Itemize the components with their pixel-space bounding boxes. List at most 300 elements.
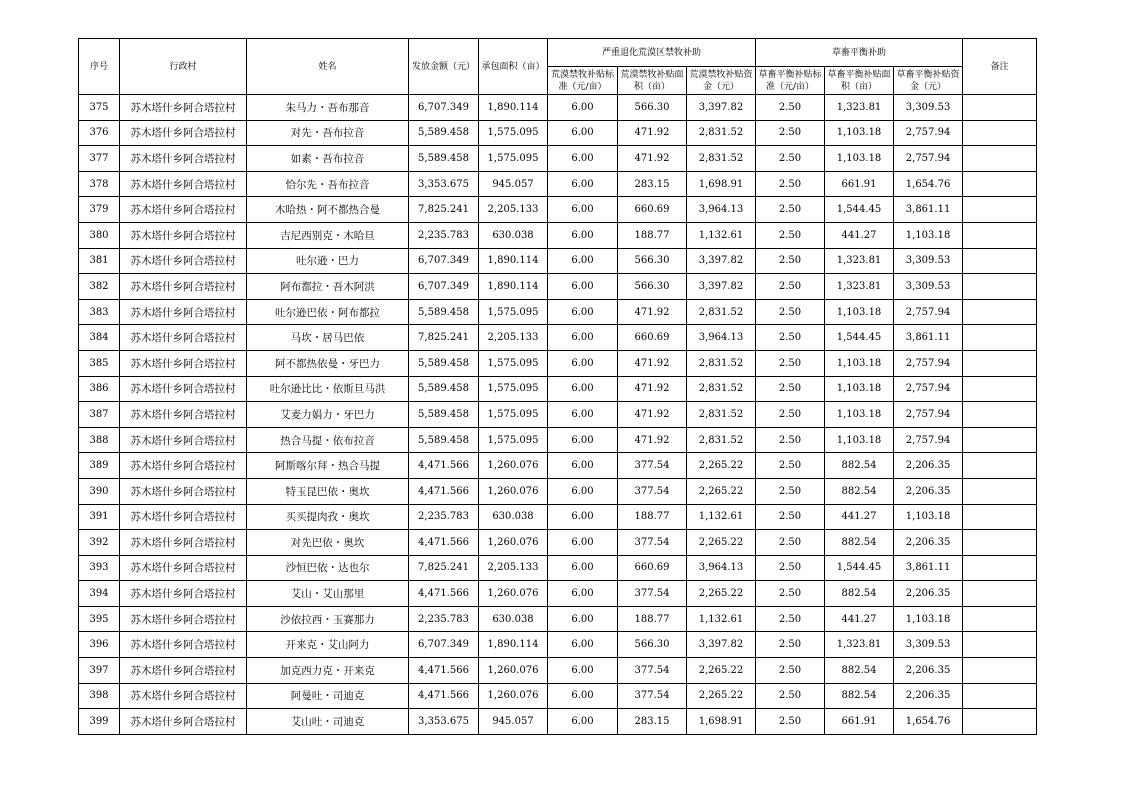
remark-cell (963, 350, 1037, 376)
amount-cell: 2,235.783 (409, 504, 479, 530)
village-cell: 苏木塔什乡阿合塔拉村 (120, 453, 247, 479)
g2-fund-cell: 1,654.76 (894, 709, 963, 735)
g1-area-cell: 566.30 (618, 632, 687, 658)
remark-cell (963, 632, 1037, 658)
group-grass-livestock-balance-header: 草畜平衡补助 (756, 39, 963, 67)
table-row (79, 402, 1037, 428)
g2-fund-cell: 2,206.35 (894, 581, 963, 607)
amount-cell: 7,825.241 (409, 197, 479, 223)
g1-fund-cell: 2,831.52 (687, 402, 756, 428)
g2-area-cell: 882.54 (825, 453, 894, 479)
seq-cell: 399 (79, 709, 120, 735)
table-row (79, 95, 1037, 121)
name-cell: 阿曼吐・司迪克 (247, 683, 409, 709)
g1-area-cell: 566.30 (618, 274, 687, 300)
g1-fund-cell: 2,265.22 (687, 453, 756, 479)
g2-standard-cell: 2.50 (756, 171, 825, 197)
g2-fund-cell: 2,757.94 (894, 146, 963, 172)
g1-fund-cell: 2,265.22 (687, 581, 756, 607)
g1-fund-cell: 2,831.52 (687, 120, 756, 146)
g2-fund-cell: 2,206.35 (894, 658, 963, 684)
g1-area-cell: 377.54 (618, 530, 687, 556)
seq-cell: 392 (79, 530, 120, 556)
seq-cell: 379 (79, 197, 120, 223)
g2-standard-cell: 2.50 (756, 504, 825, 530)
seq-cell: 398 (79, 683, 120, 709)
village-cell: 苏木塔什乡阿合塔拉村 (120, 95, 247, 121)
g2-area-cell: 1,103.18 (825, 299, 894, 325)
remark-cell (963, 478, 1037, 504)
remark-cell (963, 606, 1037, 632)
g1-fund-cell: 2,831.52 (687, 427, 756, 453)
g1-standard-cell: 6.00 (548, 376, 618, 402)
amount-cell: 7,825.241 (409, 555, 479, 581)
g1-area-cell: 377.54 (618, 453, 687, 479)
g2-area-cell: 1,544.45 (825, 325, 894, 351)
area-cell: 1,260.076 (479, 581, 548, 607)
table-row (79, 581, 1037, 607)
seq-cell: 389 (79, 453, 120, 479)
g1-standard-cell: 6.00 (548, 299, 618, 325)
g2-area-cell: 441.27 (825, 504, 894, 530)
g1-area-cell: 566.30 (618, 248, 687, 274)
g1-standard-cell: 6.00 (548, 95, 618, 121)
g2-standard-cell: 2.50 (756, 658, 825, 684)
col-amount-header: 发放金额（元） (409, 39, 479, 95)
g2-fund-cell: 3,309.53 (894, 274, 963, 300)
g2-fund-cell: 2,757.94 (894, 120, 963, 146)
table-header (79, 39, 1037, 95)
table-row (79, 606, 1037, 632)
remark-cell (963, 299, 1037, 325)
seq-cell: 393 (79, 555, 120, 581)
subsidy-table (78, 38, 1037, 735)
g2-area-cell: 1,103.18 (825, 120, 894, 146)
remark-cell (963, 95, 1037, 121)
village-cell: 苏木塔什乡阿合塔拉村 (120, 146, 247, 172)
area-cell: 1,575.095 (479, 427, 548, 453)
g1-area-cell: 471.92 (618, 402, 687, 428)
name-cell: 马坎・居马巴依 (247, 325, 409, 351)
seq-cell: 391 (79, 504, 120, 530)
area-cell: 1,260.076 (479, 658, 548, 684)
name-cell: 如素・吾布拉音 (247, 146, 409, 172)
area-cell: 2,205.133 (479, 555, 548, 581)
area-cell: 630.038 (479, 222, 548, 248)
area-cell: 1,890.114 (479, 95, 548, 121)
g2-area-cell: 882.54 (825, 581, 894, 607)
amount-cell: 3,353.675 (409, 171, 479, 197)
g1-area-cell: 660.69 (618, 555, 687, 581)
table-row (79, 683, 1037, 709)
g2-area-cell: 1,323.81 (825, 95, 894, 121)
amount-cell: 4,471.566 (409, 658, 479, 684)
g1-standard-cell: 6.00 (548, 197, 618, 223)
amount-cell: 4,471.566 (409, 530, 479, 556)
g2-fund-cell: 3,861.11 (894, 325, 963, 351)
seq-cell: 383 (79, 299, 120, 325)
table-row (79, 274, 1037, 300)
g2-area-cell: 882.54 (825, 683, 894, 709)
amount-cell: 2,235.783 (409, 606, 479, 632)
table-row (79, 146, 1037, 172)
g2-fund-cell: 1,654.76 (894, 171, 963, 197)
name-cell: 吉尼西别克・木哈旦 (247, 222, 409, 248)
g1-standard-cell: 6.00 (548, 658, 618, 684)
table-row (79, 530, 1037, 556)
amount-cell: 6,707.349 (409, 95, 479, 121)
remark-cell (963, 146, 1037, 172)
remark-cell (963, 274, 1037, 300)
col-g1-fund-header: 荒漠禁牧补贴资金（元） (687, 67, 756, 95)
g2-standard-cell: 2.50 (756, 709, 825, 735)
remark-cell (963, 709, 1037, 735)
col-seq-header: 序号 (79, 39, 120, 95)
g2-standard-cell: 2.50 (756, 95, 825, 121)
village-cell: 苏木塔什乡阿合塔拉村 (120, 376, 247, 402)
g1-fund-cell: 1,132.61 (687, 222, 756, 248)
g1-fund-cell: 2,831.52 (687, 376, 756, 402)
g1-standard-cell: 6.00 (548, 683, 618, 709)
amount-cell: 6,707.349 (409, 632, 479, 658)
area-cell: 2,205.133 (479, 197, 548, 223)
table-row (79, 632, 1037, 658)
name-cell: 木哈热・阿不都热合曼 (247, 197, 409, 223)
village-cell: 苏木塔什乡阿合塔拉村 (120, 248, 247, 274)
seq-cell: 386 (79, 376, 120, 402)
g2-standard-cell: 2.50 (756, 427, 825, 453)
area-cell: 1,890.114 (479, 274, 548, 300)
remark-cell (963, 581, 1037, 607)
g1-fund-cell: 1,132.61 (687, 504, 756, 530)
amount-cell: 4,471.566 (409, 453, 479, 479)
g2-area-cell: 1,323.81 (825, 248, 894, 274)
village-cell: 苏木塔什乡阿合塔拉村 (120, 402, 247, 428)
village-cell: 苏木塔什乡阿合塔拉村 (120, 299, 247, 325)
g1-fund-cell: 3,397.82 (687, 274, 756, 300)
area-cell: 2,205.133 (479, 325, 548, 351)
g1-fund-cell: 2,831.52 (687, 146, 756, 172)
seq-cell: 384 (79, 325, 120, 351)
g2-area-cell: 1,544.45 (825, 555, 894, 581)
table-row (79, 427, 1037, 453)
header-row-1 (79, 39, 1037, 67)
area-cell: 945.057 (479, 709, 548, 735)
g1-area-cell: 188.77 (618, 504, 687, 530)
g1-fund-cell: 3,397.82 (687, 632, 756, 658)
amount-cell: 5,589.458 (409, 350, 479, 376)
g2-area-cell: 1,103.18 (825, 427, 894, 453)
g2-standard-cell: 2.50 (756, 146, 825, 172)
remark-cell (963, 504, 1037, 530)
g2-area-cell: 882.54 (825, 658, 894, 684)
g1-fund-cell: 2,831.52 (687, 350, 756, 376)
village-cell: 苏木塔什乡阿合塔拉村 (120, 274, 247, 300)
amount-cell: 4,471.566 (409, 683, 479, 709)
g1-area-cell: 188.77 (618, 222, 687, 248)
seq-cell: 385 (79, 350, 120, 376)
table-row (79, 350, 1037, 376)
table-row (79, 709, 1037, 735)
amount-cell: 6,707.349 (409, 248, 479, 274)
village-cell: 苏木塔什乡阿合塔拉村 (120, 350, 247, 376)
village-cell: 苏木塔什乡阿合塔拉村 (120, 171, 247, 197)
table-row (79, 222, 1037, 248)
remark-cell (963, 683, 1037, 709)
g2-standard-cell: 2.50 (756, 222, 825, 248)
table-row (79, 171, 1037, 197)
seq-cell: 377 (79, 146, 120, 172)
g1-standard-cell: 6.00 (548, 453, 618, 479)
table-row (79, 299, 1037, 325)
g2-fund-cell: 3,861.11 (894, 197, 963, 223)
village-cell: 苏木塔什乡阿合塔拉村 (120, 504, 247, 530)
g2-standard-cell: 2.50 (756, 376, 825, 402)
seq-cell: 396 (79, 632, 120, 658)
table-row (79, 478, 1037, 504)
name-cell: 对先巴依・奥坎 (247, 530, 409, 556)
amount-cell: 3,353.675 (409, 709, 479, 735)
g2-fund-cell: 2,206.35 (894, 478, 963, 504)
table-row (79, 453, 1037, 479)
area-cell: 1,575.095 (479, 146, 548, 172)
village-cell: 苏木塔什乡阿合塔拉村 (120, 427, 247, 453)
remark-cell (963, 197, 1037, 223)
col-g2-area-header: 草畜平衡补贴面积（亩） (825, 67, 894, 95)
g1-area-cell: 471.92 (618, 146, 687, 172)
g2-fund-cell: 2,206.35 (894, 453, 963, 479)
village-cell: 苏木塔什乡阿合塔拉村 (120, 632, 247, 658)
seq-cell: 390 (79, 478, 120, 504)
g1-fund-cell: 3,397.82 (687, 248, 756, 274)
g1-standard-cell: 6.00 (548, 350, 618, 376)
g1-fund-cell: 1,132.61 (687, 606, 756, 632)
table-row (79, 504, 1037, 530)
name-cell: 阿布都拉・吾木阿洪 (247, 274, 409, 300)
amount-cell: 4,471.566 (409, 478, 479, 504)
amount-cell: 6,707.349 (409, 274, 479, 300)
table-body (79, 95, 1037, 735)
village-cell: 苏木塔什乡阿合塔拉村 (120, 709, 247, 735)
remark-cell (963, 555, 1037, 581)
seq-cell: 378 (79, 171, 120, 197)
table-row (79, 658, 1037, 684)
area-cell: 1,575.095 (479, 120, 548, 146)
remark-cell (963, 427, 1037, 453)
g2-fund-cell: 2,757.94 (894, 299, 963, 325)
g2-fund-cell: 1,103.18 (894, 504, 963, 530)
table-row (79, 325, 1037, 351)
table-row (79, 376, 1037, 402)
name-cell: 吐尔逊巴依・阿布都拉 (247, 299, 409, 325)
g2-fund-cell: 2,757.94 (894, 350, 963, 376)
village-cell: 苏木塔什乡阿合塔拉村 (120, 581, 247, 607)
col-g1-standard-header: 荒漠禁牧补贴标准（元/亩） (548, 67, 618, 95)
g1-standard-cell: 6.00 (548, 504, 618, 530)
name-cell: 加克西力克・开来克 (247, 658, 409, 684)
g2-standard-cell: 2.50 (756, 120, 825, 146)
g2-fund-cell: 1,103.18 (894, 222, 963, 248)
g2-standard-cell: 2.50 (756, 683, 825, 709)
name-cell: 开来克・艾山阿力 (247, 632, 409, 658)
remark-cell (963, 171, 1037, 197)
g2-fund-cell: 2,757.94 (894, 376, 963, 402)
g1-standard-cell: 6.00 (548, 325, 618, 351)
seq-cell: 375 (79, 95, 120, 121)
amount-cell: 5,589.458 (409, 427, 479, 453)
g2-area-cell: 661.91 (825, 171, 894, 197)
name-cell: 沙依拉西・玉赛那力 (247, 606, 409, 632)
g1-fund-cell: 3,397.82 (687, 95, 756, 121)
table-row (79, 555, 1037, 581)
g1-fund-cell: 1,698.91 (687, 709, 756, 735)
name-cell: 热合马提・依布拉音 (247, 427, 409, 453)
area-cell: 1,575.095 (479, 299, 548, 325)
remark-cell (963, 530, 1037, 556)
col-g2-standard-header: 草畜平衡补贴标准（元/亩） (756, 67, 825, 95)
g2-area-cell: 441.27 (825, 606, 894, 632)
g1-fund-cell: 2,265.22 (687, 658, 756, 684)
g1-area-cell: 471.92 (618, 299, 687, 325)
g2-standard-cell: 2.50 (756, 530, 825, 556)
g2-fund-cell: 3,309.53 (894, 632, 963, 658)
table-row (79, 248, 1037, 274)
group-desert-grazing-ban-header: 严重退化荒漠区禁牧补助 (548, 39, 756, 67)
g1-area-cell: 283.15 (618, 171, 687, 197)
g1-standard-cell: 6.00 (548, 120, 618, 146)
village-cell: 苏木塔什乡阿合塔拉村 (120, 325, 247, 351)
g2-area-cell: 1,103.18 (825, 146, 894, 172)
seq-cell: 397 (79, 658, 120, 684)
g2-standard-cell: 2.50 (756, 274, 825, 300)
g2-fund-cell: 2,206.35 (894, 530, 963, 556)
remark-cell (963, 453, 1037, 479)
remark-cell (963, 120, 1037, 146)
g1-standard-cell: 6.00 (548, 222, 618, 248)
g1-area-cell: 660.69 (618, 197, 687, 223)
village-cell: 苏木塔什乡阿合塔拉村 (120, 658, 247, 684)
name-cell: 阿不都热依曼・牙巴力 (247, 350, 409, 376)
seq-cell: 395 (79, 606, 120, 632)
amount-cell: 2,235.783 (409, 222, 479, 248)
g2-standard-cell: 2.50 (756, 478, 825, 504)
amount-cell: 5,589.458 (409, 120, 479, 146)
g2-standard-cell: 2.50 (756, 453, 825, 479)
g2-area-cell: 882.54 (825, 478, 894, 504)
g2-standard-cell: 2.50 (756, 325, 825, 351)
g2-standard-cell: 2.50 (756, 606, 825, 632)
remark-cell (963, 248, 1037, 274)
seq-cell: 376 (79, 120, 120, 146)
g1-standard-cell: 6.00 (548, 581, 618, 607)
g1-fund-cell: 1,698.91 (687, 171, 756, 197)
g2-fund-cell: 3,309.53 (894, 95, 963, 121)
village-cell: 苏木塔什乡阿合塔拉村 (120, 222, 247, 248)
g2-standard-cell: 2.50 (756, 248, 825, 274)
g1-area-cell: 283.15 (618, 709, 687, 735)
g2-fund-cell: 2,757.94 (894, 402, 963, 428)
g1-standard-cell: 6.00 (548, 709, 618, 735)
g2-area-cell: 1,103.18 (825, 376, 894, 402)
g1-standard-cell: 6.00 (548, 146, 618, 172)
name-cell: 艾麦力娟力・牙巴力 (247, 402, 409, 428)
village-cell: 苏木塔什乡阿合塔拉村 (120, 606, 247, 632)
g2-standard-cell: 2.50 (756, 197, 825, 223)
area-cell: 1,260.076 (479, 453, 548, 479)
g1-area-cell: 471.92 (618, 376, 687, 402)
g2-fund-cell: 2,206.35 (894, 683, 963, 709)
g1-standard-cell: 6.00 (548, 427, 618, 453)
g1-fund-cell: 3,964.13 (687, 555, 756, 581)
area-cell: 1,260.076 (479, 530, 548, 556)
name-cell: 朱马力・吾布那音 (247, 95, 409, 121)
g1-standard-cell: 6.00 (548, 248, 618, 274)
village-cell: 苏木塔什乡阿合塔拉村 (120, 683, 247, 709)
amount-cell: 4,471.566 (409, 581, 479, 607)
area-cell: 1,575.095 (479, 350, 548, 376)
g1-fund-cell: 3,964.13 (687, 197, 756, 223)
area-cell: 1,575.095 (479, 376, 548, 402)
name-cell: 对先・吾布拉音 (247, 120, 409, 146)
remark-cell (963, 658, 1037, 684)
g2-area-cell: 441.27 (825, 222, 894, 248)
g2-area-cell: 1,103.18 (825, 402, 894, 428)
g1-area-cell: 377.54 (618, 658, 687, 684)
amount-cell: 5,589.458 (409, 299, 479, 325)
area-cell: 1,260.076 (479, 683, 548, 709)
g2-area-cell: 1,323.81 (825, 274, 894, 300)
g1-area-cell: 377.54 (618, 683, 687, 709)
seq-cell: 381 (79, 248, 120, 274)
g1-fund-cell: 2,265.22 (687, 683, 756, 709)
table-row (79, 120, 1037, 146)
g1-standard-cell: 6.00 (548, 555, 618, 581)
name-cell: 艾山・艾山那里 (247, 581, 409, 607)
g2-standard-cell: 2.50 (756, 299, 825, 325)
g1-standard-cell: 6.00 (548, 478, 618, 504)
g1-fund-cell: 3,964.13 (687, 325, 756, 351)
area-cell: 1,890.114 (479, 248, 548, 274)
name-cell: 吐尔逊比比・依斯旦马洪 (247, 376, 409, 402)
village-cell: 苏木塔什乡阿合塔拉村 (120, 478, 247, 504)
g1-area-cell: 660.69 (618, 325, 687, 351)
area-cell: 945.057 (479, 171, 548, 197)
area-cell: 630.038 (479, 606, 548, 632)
g1-fund-cell: 2,265.22 (687, 530, 756, 556)
g1-area-cell: 566.30 (618, 95, 687, 121)
g2-fund-cell: 2,757.94 (894, 427, 963, 453)
g1-area-cell: 377.54 (618, 478, 687, 504)
remark-cell (963, 376, 1037, 402)
g1-standard-cell: 6.00 (548, 274, 618, 300)
remark-cell (963, 222, 1037, 248)
remark-cell (963, 402, 1037, 428)
col-g1-area-header: 荒漠禁牧补贴面积（亩） (618, 67, 687, 95)
g2-standard-cell: 2.50 (756, 581, 825, 607)
g1-area-cell: 471.92 (618, 427, 687, 453)
table-row (79, 197, 1037, 223)
g2-standard-cell: 2.50 (756, 555, 825, 581)
village-cell: 苏木塔什乡阿合塔拉村 (120, 120, 247, 146)
amount-cell: 5,589.458 (409, 402, 479, 428)
name-cell: 沙恒巴依・达也尔 (247, 555, 409, 581)
g2-area-cell: 661.91 (825, 709, 894, 735)
g1-area-cell: 471.92 (618, 350, 687, 376)
g2-standard-cell: 2.50 (756, 350, 825, 376)
amount-cell: 5,589.458 (409, 376, 479, 402)
name-cell: 吐尔逊・巴力 (247, 248, 409, 274)
g2-area-cell: 1,103.18 (825, 350, 894, 376)
